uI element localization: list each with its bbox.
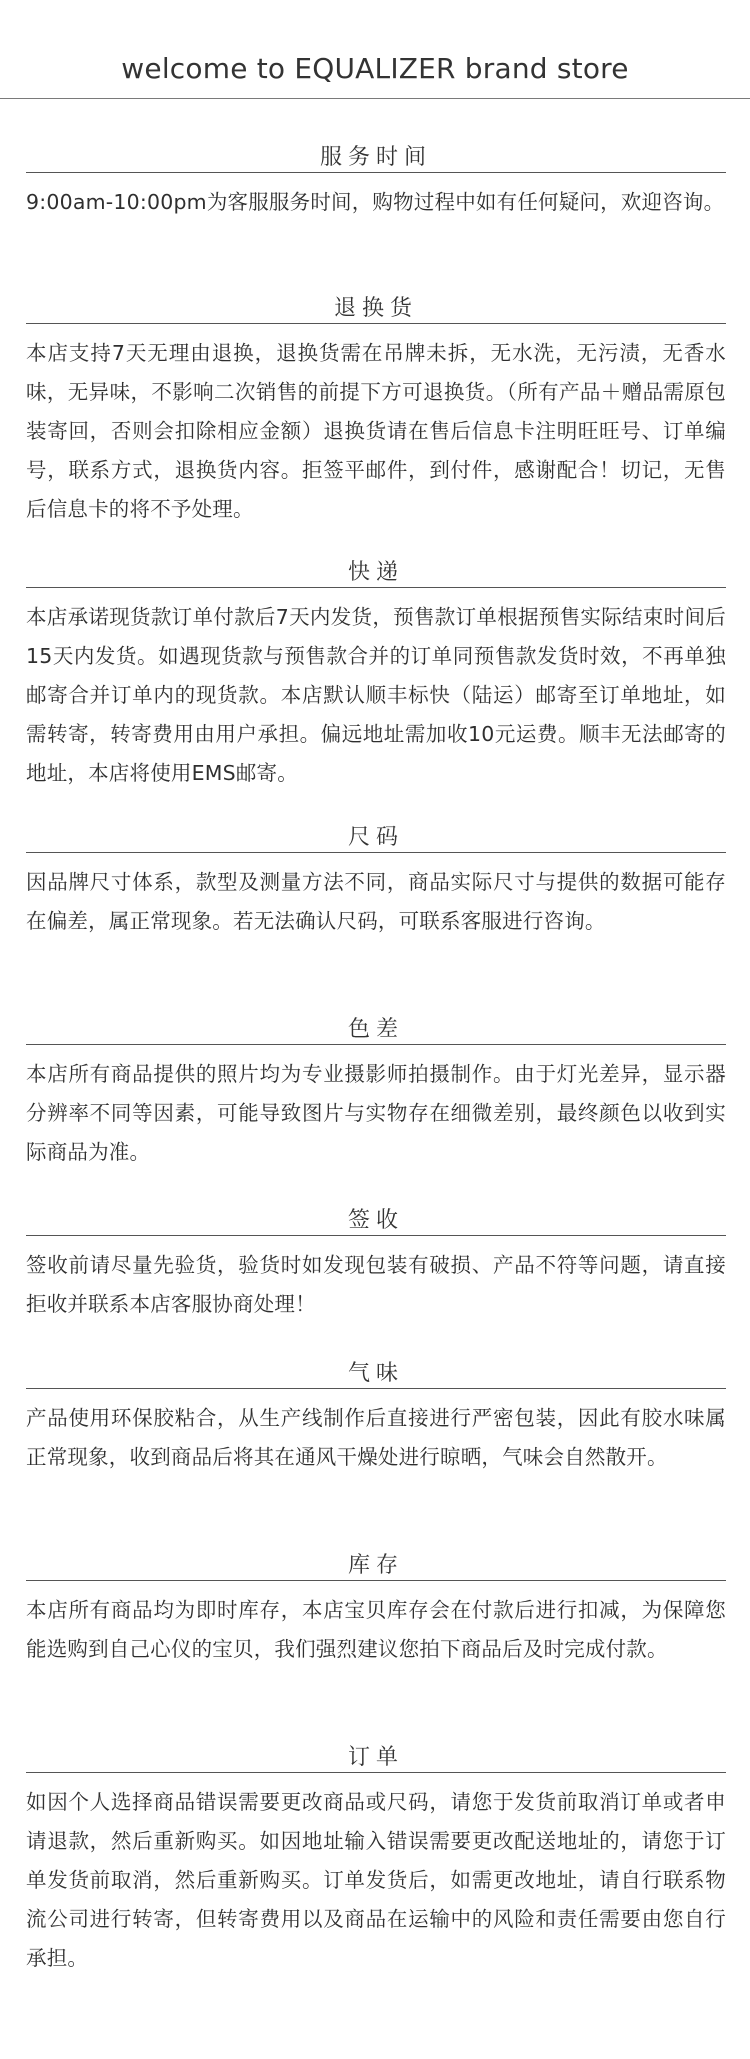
section-body: 本店所有商品均为即时库存，本店宝贝库存会在付款后进行扣减，为保障您能选购到自己心仪的宝贝，我们强烈建议您拍下商品后及时完成付款。	[26, 1598, 726, 1661]
section-title: 订单	[347, 1745, 404, 1770]
section-body: 9:00am-10:00pm为客服服务时间，购物过程中如有任何疑问，欢迎咨询。	[26, 190, 725, 214]
section-inventory	[26, 1554, 726, 1669]
section-body: 签收前请尽量先验货，验货时如发现包装有破损、产品不符等问题，请直接拒收并联系本店客服协商处理！	[26, 1253, 726, 1316]
section-receipt	[26, 1209, 726, 1324]
section-title: 库存	[347, 1553, 404, 1578]
section-title: 尺码	[347, 825, 404, 850]
section-title: 签收	[347, 1208, 404, 1233]
section-title: 退换货	[333, 296, 418, 321]
section-title: 服务时间	[319, 145, 432, 170]
section-header	[26, 561, 726, 588]
section-header	[26, 1018, 726, 1045]
section-service-hours	[26, 146, 726, 222]
section-header	[26, 146, 726, 173]
store-title: welcome to EQUALIZER brand store	[121, 52, 629, 85]
section-title: 气味	[347, 1361, 404, 1386]
section-body: 本店所有商品提供的照片均为专业摄影师拍摄制作。由于灯光差异，显示器分辨率不同等因素，可能导致图片与实物存在细微差别，最终颜色以收到实际商品为准。	[26, 1062, 726, 1164]
section-sizing	[26, 826, 726, 941]
section-body: 本店承诺现货款订单付款后7天内发货，预售款订单根据预售实际结束时间后15天内发货。如遇现货款与预售款合并的订单同预售款发货时效，不再单独邮寄合并订单内的现货款。本店默认顺丰标快（陆运）邮寄至订单地址，如需转寄，转寄费用由用户承担。偏远地址需加收10元运费。顺丰无法邮寄的地址，本店将使用EMS邮寄。	[26, 605, 726, 785]
header-divider	[0, 98, 750, 99]
section-body: 如因个人选择商品错误需要更改商品或尺码，请您于发货前取消订单或者申请退款，然后重新购买。如因地址输入错误需要更改配送地址的，请您于订单发货前取消，然后重新购买。订单发货后，如需更改地址，请自行联系物流公司进行转寄，但转寄费用以及商品在运输中的风险和责任需要由您自行承担。	[26, 1790, 726, 1970]
section-body: 本店支持7天无理由退换，退换货需在吊牌未拆，无水洗，无污渍，无香水味，无异味，不影响二次销售的前提下方可退换货。（所有产品＋赠品需原包装寄回，否则会扣除相应金额）退换货请在售后信息卡注明旺旺号、订单编号，联系方式，退换货内容。拒签平邮件，到付件，感谢配合！切记，无售后信息卡的将不予处理。	[26, 341, 726, 521]
section-orders	[26, 1746, 726, 1978]
section-header	[26, 1362, 726, 1389]
section-title: 色差	[347, 1017, 404, 1042]
section-body: 产品使用环保胶粘合，从生产线制作后直接进行严密包装，因此有胶水味属正常现象，收到商品后将其在通风干燥处进行晾晒，气味会自然散开。	[26, 1406, 726, 1469]
section-header	[26, 1209, 726, 1236]
section-header	[26, 826, 726, 853]
section-title: 快递	[347, 560, 404, 585]
section-shipping	[26, 561, 726, 793]
section-color-difference	[26, 1018, 726, 1172]
section-returns	[26, 297, 726, 529]
section-header	[26, 297, 726, 324]
section-header	[26, 1746, 726, 1773]
section-body: 因品牌尺寸体系，款型及测量方法不同，商品实际尺寸与提供的数据可能存在偏差，属正常现象。若无法确认尺码，可联系客服进行咨询。	[26, 870, 726, 933]
section-odor	[26, 1362, 726, 1477]
section-header	[26, 1554, 726, 1581]
